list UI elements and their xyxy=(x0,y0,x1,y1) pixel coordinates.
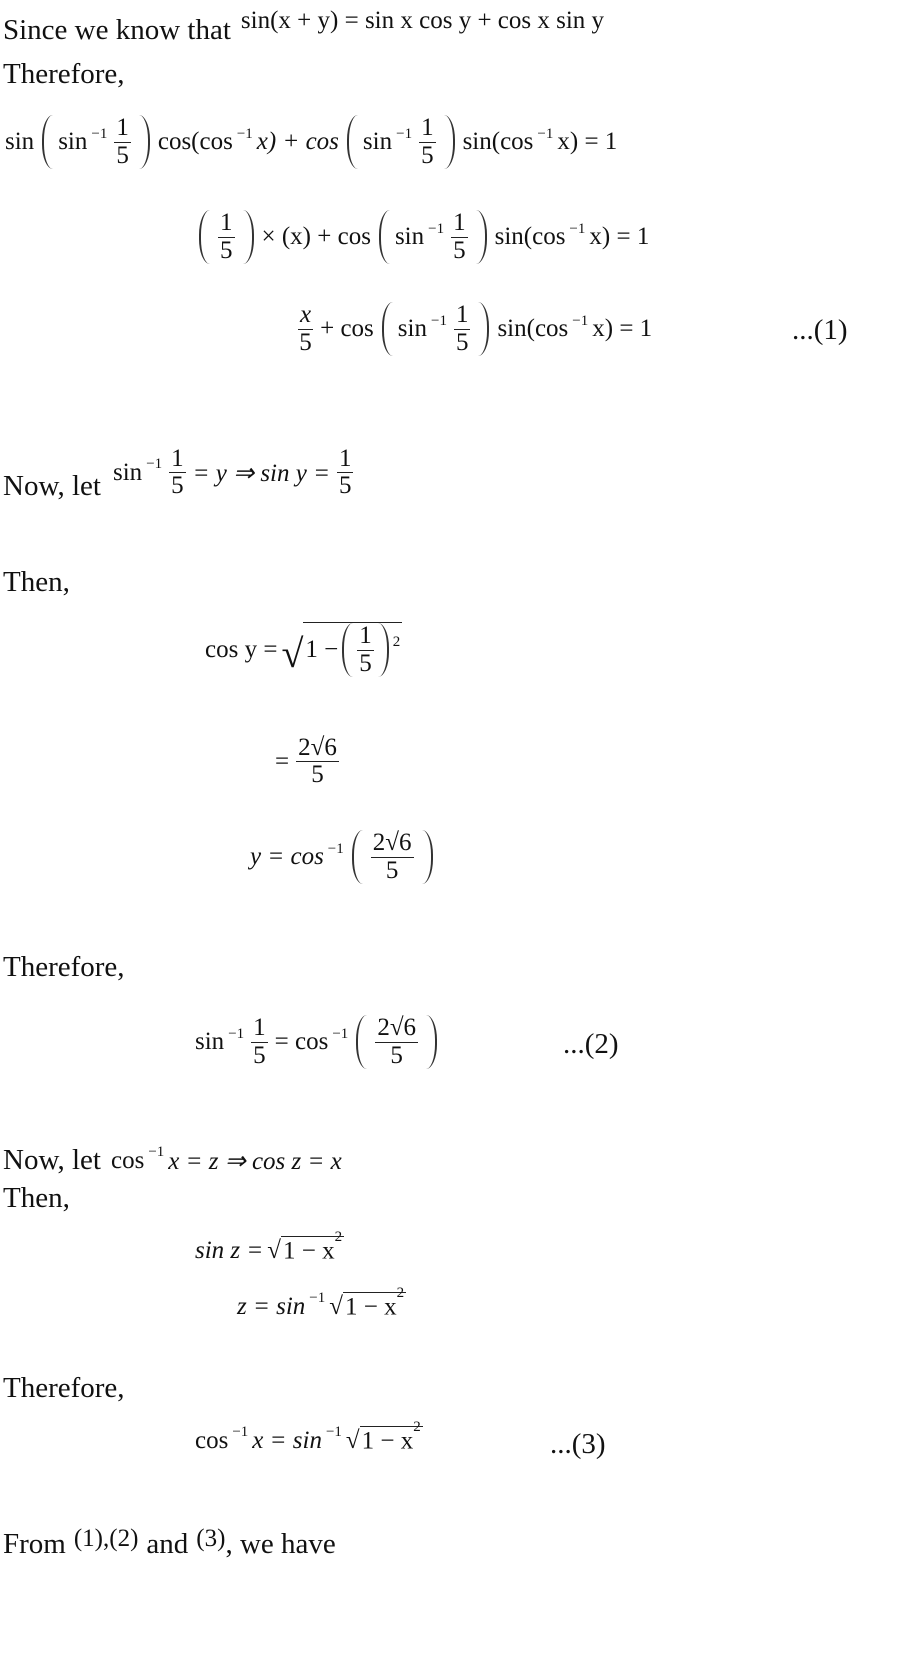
paren xyxy=(379,210,390,264)
den: 5 xyxy=(455,328,469,356)
t: and xyxy=(146,1528,189,1560)
t: cos y = xyxy=(205,635,278,663)
num: 1 xyxy=(171,445,184,472)
refs: (1),(2) xyxy=(73,1524,139,1552)
sup: −1 xyxy=(148,1144,165,1160)
equation-ref-2: ...(2) xyxy=(563,1028,619,1060)
from-line xyxy=(3,1524,336,1561)
paren xyxy=(444,115,455,169)
num: 2√6 xyxy=(377,1014,417,1042)
therefore-1: Therefore, xyxy=(3,58,125,90)
equation-ref-1: ...(1) xyxy=(792,314,848,346)
sup: −1 xyxy=(396,125,413,142)
num: 1 xyxy=(455,301,469,329)
sup: −1 xyxy=(327,840,344,857)
den: 5 xyxy=(253,1041,266,1069)
intro-line xyxy=(3,6,605,47)
sup: −1 xyxy=(146,456,163,473)
den: 5 xyxy=(311,761,324,789)
fraction xyxy=(296,735,339,789)
den: 5 xyxy=(116,141,129,169)
num: 2√6 xyxy=(298,734,337,761)
fraction xyxy=(375,1015,418,1069)
t: Now, let xyxy=(3,470,101,503)
t: x) = 1 xyxy=(557,128,618,155)
num: 1 xyxy=(220,209,233,237)
num: x xyxy=(300,301,312,329)
sup: −1 xyxy=(537,125,554,142)
t: x) = 1 xyxy=(589,223,650,250)
num: 1 xyxy=(359,622,372,650)
equation-row-1 xyxy=(5,115,617,169)
fraction xyxy=(454,302,471,356)
num: 2√6 xyxy=(372,829,412,857)
paren xyxy=(139,115,150,169)
z-equation xyxy=(237,1285,406,1321)
den: 5 xyxy=(453,236,466,264)
num: 1 xyxy=(116,114,129,142)
t: sin xyxy=(362,128,393,155)
equation-row-3 xyxy=(295,302,652,356)
fraction xyxy=(114,115,131,169)
paren xyxy=(352,830,363,884)
t: x) = 1 xyxy=(592,315,653,342)
radicand xyxy=(281,1229,344,1265)
sup: −1 xyxy=(232,1424,249,1441)
paren xyxy=(478,302,489,356)
fraction xyxy=(419,115,436,169)
sup: −1 xyxy=(569,220,586,237)
paren xyxy=(342,623,353,677)
equation-ref-3: ...(3) xyxy=(550,1428,606,1460)
den: 5 xyxy=(385,856,399,884)
cos-y-equation xyxy=(205,622,402,677)
sup: 2 xyxy=(413,1419,421,1435)
fraction xyxy=(251,1015,268,1069)
paren xyxy=(382,302,393,356)
paren xyxy=(422,830,433,884)
sup: 2 xyxy=(334,1229,343,1245)
sup: −1 xyxy=(228,1025,245,1042)
fraction xyxy=(451,210,468,264)
t: = y ⇒ sin y = xyxy=(192,459,330,487)
t: 1 − x xyxy=(361,1427,414,1455)
radicand xyxy=(343,1285,406,1321)
t: cos xyxy=(195,1426,229,1454)
den: 5 xyxy=(421,141,434,169)
let-z-formula xyxy=(111,1146,342,1176)
sup: −1 xyxy=(325,1424,342,1441)
sup: −1 xyxy=(91,125,108,142)
let-z-line xyxy=(3,1144,342,1177)
t: sin z = xyxy=(195,1236,264,1264)
then-1: Then, xyxy=(3,566,70,598)
t: x) + cos xyxy=(256,128,339,155)
den: 5 xyxy=(171,472,184,500)
equation-row-2 xyxy=(195,210,649,264)
t: sin(cos xyxy=(462,128,534,155)
num: 1 xyxy=(253,1014,266,1042)
t: sin xyxy=(394,223,425,250)
ref: (3) xyxy=(196,1524,226,1552)
paren xyxy=(347,115,358,169)
sup: −1 xyxy=(332,1025,349,1042)
t: sin(cos xyxy=(494,223,566,250)
let-y-line xyxy=(3,445,356,503)
t: sin xyxy=(397,315,427,342)
t: , we have xyxy=(225,1528,336,1560)
sup: −1 xyxy=(428,220,445,237)
cos-y-value xyxy=(275,735,342,789)
t: cos(cos xyxy=(157,128,233,155)
fraction xyxy=(298,302,313,356)
fraction xyxy=(337,446,354,500)
t: y = cos xyxy=(250,843,324,870)
sqrt: √ $1 - x^2$ xyxy=(329,1285,405,1321)
den: 5 xyxy=(338,472,352,500)
t: Now, let xyxy=(3,1144,101,1176)
paren xyxy=(378,623,389,677)
num: 1 xyxy=(338,445,352,472)
t: x = z ⇒ cos z = x xyxy=(168,1147,342,1175)
therefore-3: Therefore, xyxy=(3,1372,125,1404)
then-2: Then, xyxy=(3,1182,70,1214)
t: = cos xyxy=(274,1028,329,1055)
paren xyxy=(356,1015,367,1069)
t: + cos xyxy=(320,315,374,342)
den: 5 xyxy=(220,236,233,264)
paren xyxy=(426,1015,437,1069)
paren xyxy=(199,210,210,264)
radicand xyxy=(303,622,402,677)
fraction xyxy=(357,623,374,677)
sum-formula: sin(x + y) = sin x cos y + cos x sin y xyxy=(240,6,605,34)
t: 1 − x xyxy=(283,1237,335,1265)
sqrt: √ 1 − $\frac{1}{5}$ 2 xyxy=(281,622,401,677)
den: 5 xyxy=(390,1041,403,1069)
sqrt: √ $1 - x^2$ xyxy=(345,1419,421,1455)
sup: −1 xyxy=(309,1290,326,1307)
t: x = sin xyxy=(252,1426,322,1454)
fraction xyxy=(371,830,414,884)
t: 1 − x xyxy=(344,1293,397,1321)
t: sin(cos xyxy=(497,315,569,342)
sup: −1 xyxy=(430,312,447,329)
t: sin xyxy=(195,1028,225,1055)
let-y-formula xyxy=(113,446,356,500)
radicand xyxy=(360,1419,423,1455)
intro-text: Since we know that xyxy=(3,14,231,46)
t: × (x) + cos xyxy=(261,223,371,250)
therefore-2: Therefore, xyxy=(3,951,125,983)
sup: −1 xyxy=(572,312,589,329)
paren xyxy=(243,210,254,264)
sin-z-equation xyxy=(195,1229,344,1265)
t: = xyxy=(275,747,290,775)
num: 1 xyxy=(421,114,434,142)
t: sin xyxy=(5,128,35,155)
den: 5 xyxy=(359,649,372,677)
t: From xyxy=(3,1528,66,1560)
sqrt: √ $1 - x^2$ xyxy=(267,1229,343,1265)
paren xyxy=(42,115,53,169)
t: sin xyxy=(113,458,143,486)
fraction xyxy=(169,446,186,500)
t: 1 − xyxy=(305,636,339,663)
equation-3 xyxy=(195,1419,423,1455)
sup: 2 xyxy=(396,1285,405,1301)
t: sin xyxy=(58,128,88,155)
sup: 2 xyxy=(392,633,401,650)
fraction xyxy=(218,210,235,264)
y-equation xyxy=(250,830,437,884)
den: 5 xyxy=(299,328,312,356)
paren xyxy=(476,210,487,264)
sup: −1 xyxy=(236,125,253,142)
num: 1 xyxy=(453,209,466,237)
t: z = sin xyxy=(237,1292,306,1320)
t: cos xyxy=(111,1146,145,1174)
equation-2 xyxy=(195,1015,441,1069)
